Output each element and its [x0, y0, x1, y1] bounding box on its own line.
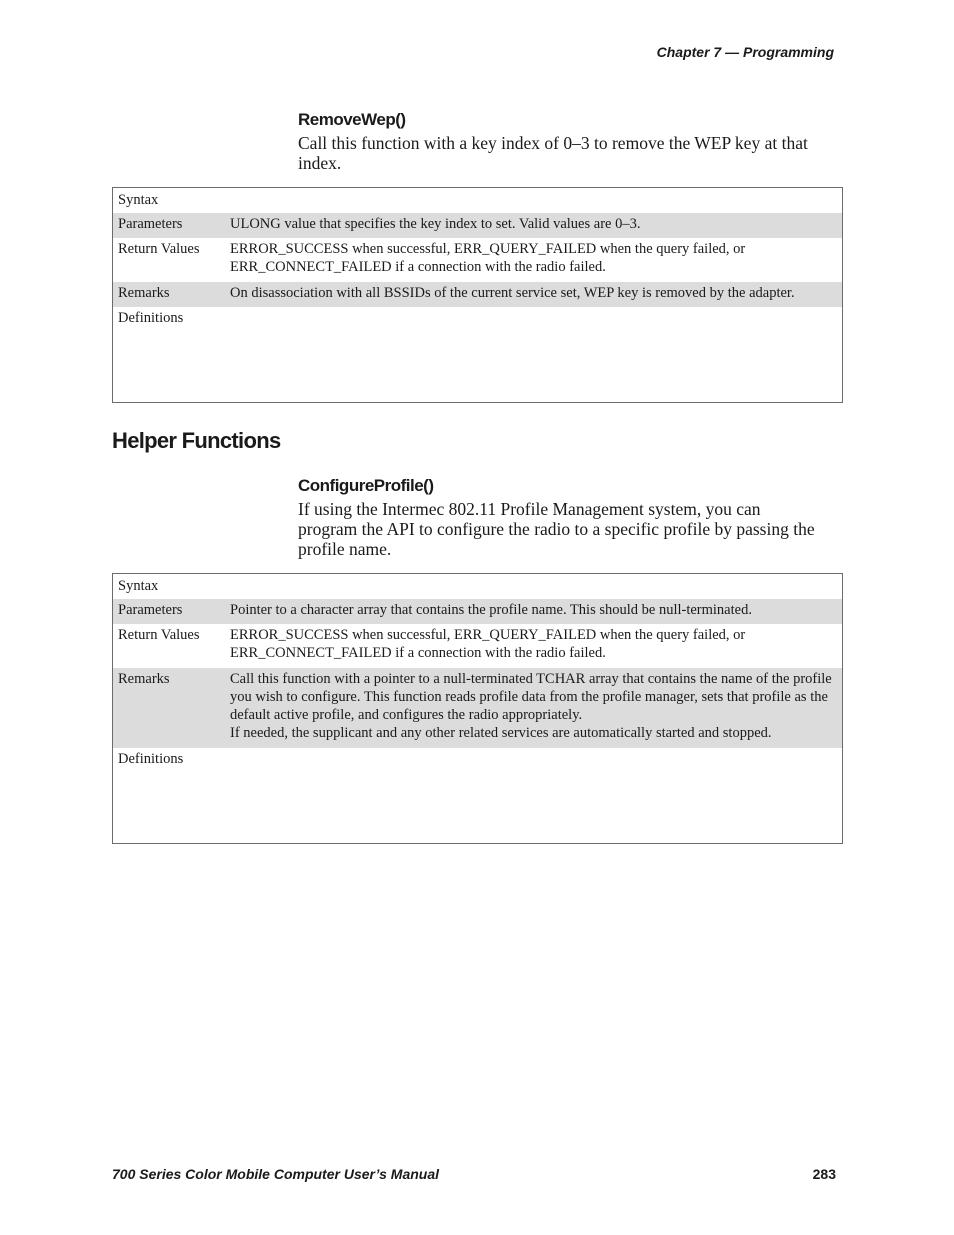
return-values-line: ERROR_SUCCESS when successful, ERR_QUERY_FAILED when the query failed, or [230, 626, 746, 643]
parameters-value: Pointer to a character array that contains the profile name. This should be null-terminated. [224, 599, 843, 624]
remarks-paragraph: Call this function with a pointer to a null-terminated TCHAR array that contains the name of the profile you wish to configure. This function reads profile data from the profile manager, sets that profile as the default active profile, and configures the radio appropriately. [230, 670, 832, 723]
return-values-row [113, 624, 843, 668]
return-values-label: Return Values [118, 626, 200, 643]
page-number: 283 [812, 1166, 836, 1182]
parameters-row [113, 599, 843, 624]
running-head: Chapter 7 — Programming [656, 44, 834, 60]
footer-manual-title: 700 Series Color Mobile Computer User’s Manual [112, 1166, 440, 1182]
syntax-value [224, 574, 843, 599]
remarks-row [113, 282, 843, 307]
return-values-line: ERR_CONNECT_FAILED if a connection with the radio failed. [230, 258, 606, 275]
parameters-label: Parameters [113, 213, 225, 238]
return-values-label: Return Values [118, 240, 200, 257]
return-values-value [224, 238, 843, 282]
syntax-label: Syntax [118, 578, 159, 594]
definitions-label: Definitions [118, 750, 184, 767]
definitions-row [113, 307, 843, 403]
configureprofile-description: If using the Intermec 802.11 Profile Management system, you can program the API to configure the radio to a specific profile by passing the profile name. [298, 499, 815, 559]
section-heading: Helper Functions [112, 428, 281, 453]
return-values-line: ERROR_SUCCESS when successful, ERR_QUERY_FAILED when the query failed, or [230, 240, 746, 257]
remarks-paragraph: If needed, the supplicant and any other related services are automatically started and stopped. [230, 724, 772, 741]
configureprofile-title: ConfigureProfile() [298, 476, 434, 495]
syntax-row [113, 574, 843, 599]
configureprofile-spec-table [112, 573, 843, 844]
remarks-row [113, 668, 843, 748]
remarks-label: Remarks [113, 668, 225, 748]
remarks-value: On disassociation with all BSSIDs of the current service set, WEP key is removed by the adapter. [224, 282, 843, 307]
parameters-label: Parameters [113, 599, 225, 624]
removewep-description: Call this function with a key index of 0–3 to remove the WEP key at that index. [298, 133, 808, 173]
parameters-row [113, 213, 843, 238]
return-values-value [224, 624, 843, 668]
return-values-line: ERR_CONNECT_FAILED if a connection with the radio failed. [230, 644, 606, 661]
definitions-value [224, 748, 843, 844]
syntax-value [224, 188, 843, 213]
return-values-row [113, 238, 843, 282]
definitions-value [224, 307, 843, 403]
removewep-spec-table [112, 187, 843, 403]
definitions-label: Definitions [118, 309, 184, 326]
remarks-value [224, 668, 843, 748]
parameters-value: ULONG value that specifies the key index to set. Valid values are 0–3. [224, 213, 843, 238]
definitions-row [113, 748, 843, 844]
removewep-title: RemoveWep() [298, 110, 406, 129]
syntax-label: Syntax [118, 192, 159, 208]
syntax-row [113, 188, 843, 213]
remarks-label: Remarks [113, 282, 225, 307]
